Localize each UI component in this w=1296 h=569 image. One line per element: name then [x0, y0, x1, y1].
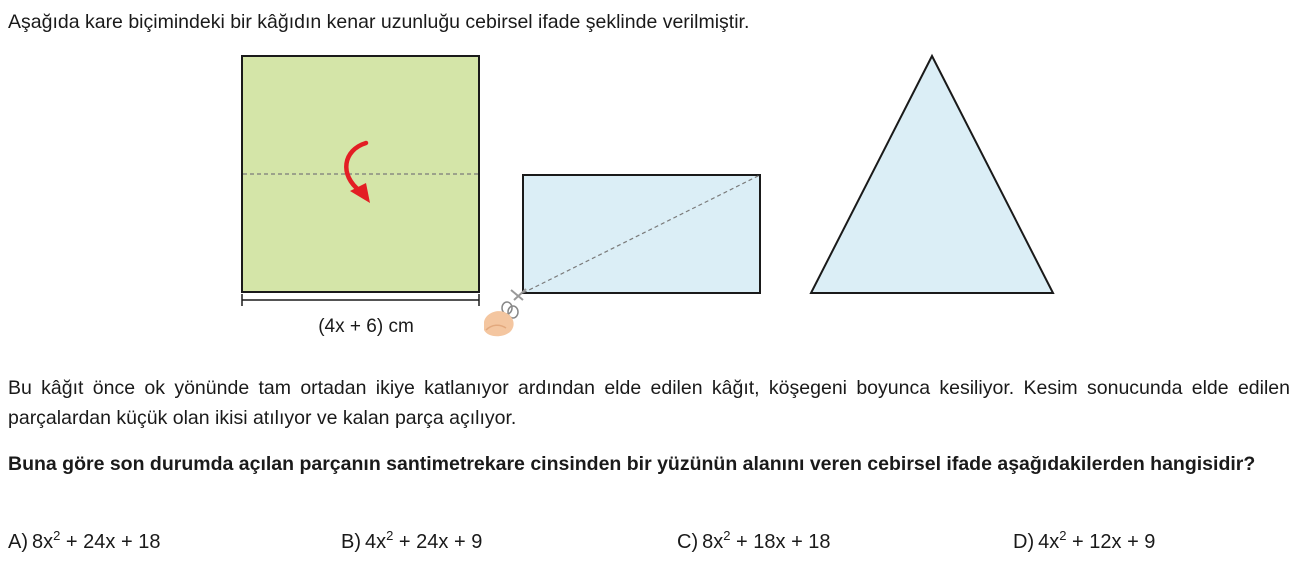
answer-options: [8, 524, 1296, 560]
option-a-coef: 8x: [32, 531, 54, 553]
scissors-hand-icon: [484, 289, 526, 336]
option-b-label: B): [341, 531, 361, 553]
problem-paragraph: Bu kâğıt önce ok yönünde tam ortadan ikiye katlanıyor ardından elde edilen kâğıt, köşegeni boyunca kesiliyor. Kesim sonucunda elde edilen parçalardan küçük olan ikisi atılıyor ve kalan parça açılıyor.: [8, 377, 1290, 429]
question-text: Buna göre son durumda açılan parçanın santimetrekare cinsinden bir yüzünün alanını veren cebirsel ifade aşağıdakilerden hangisidir?: [8, 453, 1256, 475]
option-d[interactable]: [1013, 524, 1155, 560]
option-b-rest: + 24x + 9: [393, 531, 483, 553]
option-c[interactable]: [677, 524, 831, 560]
intro-text: Aşağıda kare biçimindeki bir kâğıdın kenar uzunluğu cebirsel ifade şeklinde verilmiştir.: [8, 11, 750, 33]
option-c-rest: + 18x + 18: [730, 531, 831, 553]
option-d-coef: 4x: [1038, 531, 1060, 553]
option-c-coef: 8x: [702, 531, 724, 553]
option-a-rest: + 24x + 18: [60, 531, 161, 553]
option-a[interactable]: [8, 524, 160, 560]
resulting-triangle: [811, 56, 1053, 293]
option-b-exp: 2: [386, 528, 394, 543]
option-d-rest: + 12x + 9: [1066, 531, 1156, 553]
side-dimension: [242, 294, 479, 306]
square-paper: [242, 56, 479, 292]
side-length-label: (4x + 6) cm: [318, 316, 414, 337]
option-c-label: C): [677, 531, 699, 553]
option-c-exp: 2: [723, 528, 731, 543]
option-d-label: D): [1013, 531, 1035, 553]
option-a-label: A): [8, 531, 28, 553]
option-a-exp: 2: [53, 528, 61, 543]
option-b-coef: 4x: [365, 531, 387, 553]
option-d-exp: 2: [1059, 528, 1067, 543]
option-b[interactable]: [341, 524, 482, 560]
